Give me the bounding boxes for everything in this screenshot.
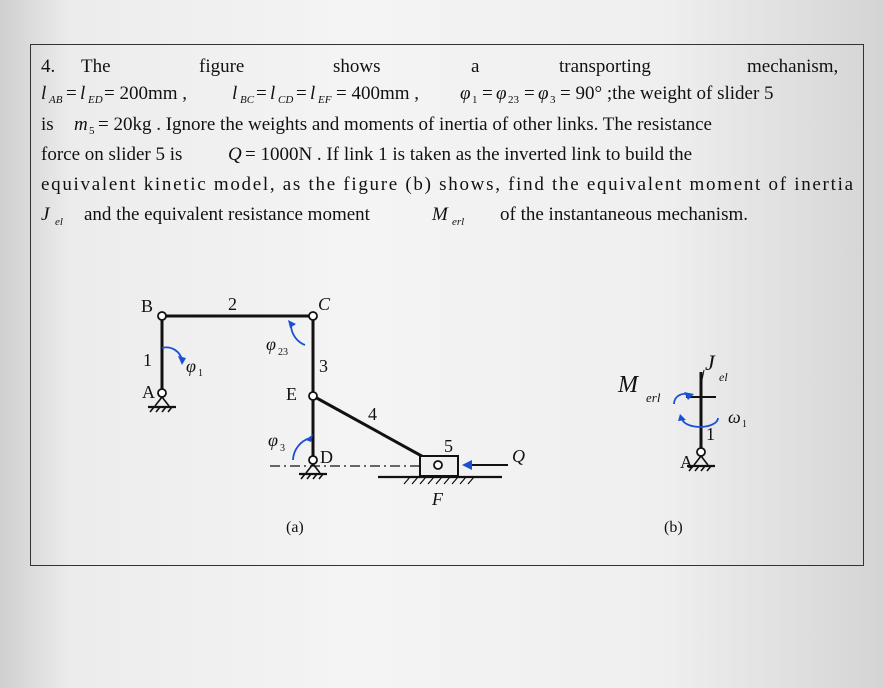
svg-text:=: = bbox=[482, 83, 493, 104]
svg-text:=: = bbox=[256, 83, 267, 104]
angle-phi23-arc bbox=[291, 324, 305, 345]
problem-line-5 bbox=[41, 174, 854, 195]
joint-f bbox=[434, 461, 442, 469]
svg-text:23: 23 bbox=[508, 94, 519, 106]
svg-text:l: l bbox=[270, 83, 276, 104]
figure-a-caption: (a) bbox=[286, 519, 304, 536]
label-link-1: 1 bbox=[143, 350, 152, 370]
label-b: B bbox=[141, 296, 154, 316]
label-phi23-sub: 23 bbox=[278, 347, 288, 358]
label-f: F bbox=[432, 489, 443, 509]
problem-line-4 bbox=[41, 144, 692, 165]
svg-text:= 90° ;the weight of slider: = 90° ;the weight of slider 5 bbox=[560, 83, 774, 104]
joint-e bbox=[309, 392, 317, 400]
label-c: C bbox=[318, 294, 331, 314]
svg-text:M: M bbox=[432, 204, 448, 225]
angle-phi3-arc bbox=[293, 438, 310, 460]
svg-text:3: 3 bbox=[550, 94, 556, 106]
svg-text:l: l bbox=[232, 83, 238, 104]
svg-text:el: el bbox=[55, 216, 63, 228]
label-a: A bbox=[142, 382, 155, 402]
svg-text:CD: CD bbox=[278, 94, 294, 106]
svg-text:equivalent kinetic model, as t: equivalent kinetic model, as the figure (b) shows, find the equivalent moment of inertia bbox=[41, 174, 854, 195]
svg-text:m: m bbox=[74, 114, 88, 135]
label-j: J bbox=[705, 350, 715, 375]
joint-b bbox=[158, 312, 166, 320]
label-phi1-sub: 1 bbox=[198, 368, 203, 379]
label-j-sub: el bbox=[719, 370, 728, 384]
joint-a bbox=[158, 389, 166, 397]
svg-text:l: l bbox=[41, 83, 47, 104]
joint-d bbox=[309, 456, 317, 464]
problem-line-6 bbox=[41, 204, 748, 228]
word-the: The bbox=[81, 56, 111, 77]
problem-line-3 bbox=[41, 114, 712, 137]
svg-text:= 20kg . Ignore the weights: = 20kg . Ignore the weights and moments of inertia of other links. The resistance bbox=[98, 114, 712, 135]
svg-text:AB: AB bbox=[49, 94, 63, 106]
svg-text:and the equivalent resistance: and the equivalent resistance moment bbox=[84, 204, 370, 225]
label-omega-sub: 1 bbox=[742, 419, 747, 430]
word-shows: shows bbox=[333, 56, 381, 77]
force-q-arrowhead bbox=[462, 460, 472, 470]
omega-arrowhead bbox=[678, 414, 686, 421]
svg-text:EF: EF bbox=[318, 94, 332, 106]
word-transporting: transporting bbox=[559, 56, 651, 77]
word-mechanism: mechanism, bbox=[747, 56, 839, 77]
svg-text:φ: φ bbox=[460, 83, 471, 104]
svg-text:Q: Q bbox=[228, 144, 242, 165]
label-phi1: φ bbox=[186, 356, 196, 376]
label-phi3: φ bbox=[268, 430, 278, 450]
svg-text:J: J bbox=[41, 204, 50, 225]
label-link-4: 4 bbox=[368, 404, 377, 424]
label-d: D bbox=[320, 447, 333, 467]
svg-text:= 400mm ,: = 400mm , bbox=[336, 83, 420, 104]
svg-text:l: l bbox=[80, 83, 86, 104]
angle-phi1-arrowhead bbox=[178, 356, 186, 365]
svg-text:= 200mm ,: = 200mm , bbox=[104, 83, 188, 104]
svg-text:force on slider 5 is: force on slider 5 is bbox=[41, 144, 183, 165]
label-q: Q bbox=[512, 446, 525, 466]
label-e: E bbox=[286, 384, 297, 404]
svg-text:φ: φ bbox=[538, 83, 549, 104]
label-phi23: φ bbox=[266, 334, 276, 354]
word-a: a bbox=[471, 56, 480, 77]
label-phi3-sub: 3 bbox=[280, 443, 285, 454]
figure-b-caption: (b) bbox=[664, 519, 683, 536]
problem-number: 4. bbox=[41, 56, 56, 77]
label-m-sub: erl bbox=[646, 390, 661, 405]
svg-text:5: 5 bbox=[89, 125, 95, 137]
svg-text:BC: BC bbox=[240, 94, 255, 106]
svg-text:=: = bbox=[66, 83, 77, 104]
figure-b-labels bbox=[617, 350, 747, 536]
svg-text:1: 1 bbox=[472, 94, 478, 106]
svg-text:of the instantaneous mechanism: of the instantaneous mechanism. bbox=[500, 204, 748, 225]
svg-text:=: = bbox=[296, 83, 307, 104]
svg-text:φ: φ bbox=[496, 83, 507, 104]
label-link-2: 2 bbox=[228, 294, 237, 314]
word-figure: figure bbox=[199, 56, 245, 77]
svg-text:=: = bbox=[524, 83, 535, 104]
label-a-b: A bbox=[680, 452, 693, 472]
svg-text:ED: ED bbox=[88, 94, 103, 106]
figure-a-labels bbox=[141, 294, 525, 536]
svg-text:l: l bbox=[310, 83, 316, 104]
label-link-3: 3 bbox=[319, 356, 328, 376]
svg-text:= 1000N . If link 1 is ta: = 1000N . If link 1 is taken as the inverted link to build the bbox=[245, 144, 693, 165]
label-omega: ω bbox=[728, 407, 741, 427]
label-link-1-b: 1 bbox=[706, 424, 715, 444]
label-m: M bbox=[618, 372, 638, 398]
joint-a-b bbox=[697, 448, 705, 456]
joint-c bbox=[309, 312, 317, 320]
problem-line-2 bbox=[41, 83, 774, 106]
svg-text:is: is bbox=[41, 114, 54, 135]
svg-text:erl: erl bbox=[452, 216, 465, 228]
label-link-5: 5 bbox=[444, 436, 453, 456]
